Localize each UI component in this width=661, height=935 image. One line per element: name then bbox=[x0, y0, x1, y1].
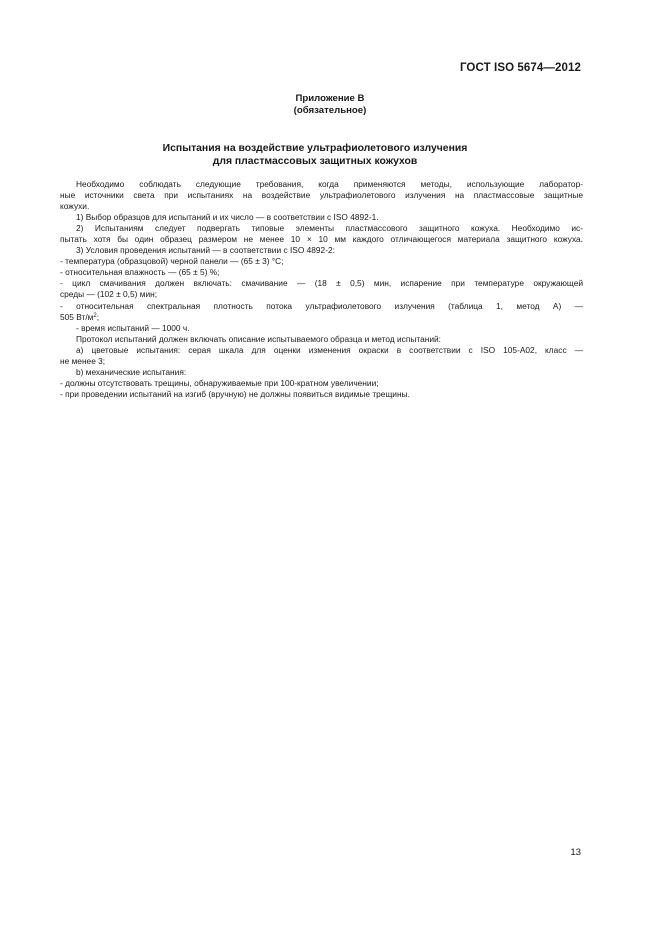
page-number: 13 bbox=[570, 847, 581, 858]
text-line: Протокол испытаний должен включать описание испытываемого образца и метод испытаний: bbox=[76, 333, 441, 344]
list-item: - при проведении испытаний на изгиб (вручную) не должны появиться видимые трещины. bbox=[60, 388, 410, 399]
list-item: 2) Испытаниям следует подвергать типовые элементы пластмассового защитного кожуха. Необходимо ис- bbox=[76, 223, 583, 234]
text-line: среды — (102 ± 0,5) мин; bbox=[60, 289, 158, 300]
standard-code: ГОСТ ISO 5674—2012 bbox=[459, 62, 581, 74]
text-line: не менее 3; bbox=[60, 355, 106, 366]
list-item: - цикл смачивания должен включать: смачивание — (18 ± 0,5) мин, испарение при температуре окружающей bbox=[60, 278, 583, 289]
list-item: - температура (образцовой) черной панели — (65 ± 3) °С; bbox=[60, 256, 284, 267]
list-item: - относительная спектральная плотность потока ультрафиолетового излучения (таблица 1, метод А) — bbox=[60, 300, 583, 311]
text-fragment: 505 Вт/м bbox=[60, 311, 94, 322]
list-item: - относительная влажность — (65 ± 5) %; bbox=[60, 267, 220, 278]
superscript: 2 bbox=[93, 312, 97, 319]
list-item: 1) Выбор образцов для испытаний и их число — в соответствии с ISO 4892-1. bbox=[76, 212, 379, 223]
list-item: а) цветовые испытания: серая шкала для оценки изменения окраски в соответствии с ISO 105-A02, класс — bbox=[76, 344, 583, 355]
text-line: пытать хотя бы один образец размером не менее 10 × 10 мм каждого отличающегося материала защитного кожуха. bbox=[60, 234, 583, 245]
text-line bbox=[60, 312, 583, 323]
text-line: Необходимо соблюдать следующие требования, когда применяются методы, использующие лаборатор- bbox=[76, 179, 583, 189]
text-line: ные источники света при испытаниях на воздействие ультрафиолетового излучения на пластмассовые защитные bbox=[60, 190, 583, 201]
text-fragment: ; bbox=[96, 311, 100, 322]
list-item: - должны отсутствовать трещины, обнаруживаемые при 100-кратном увеличении; bbox=[60, 377, 379, 388]
section-title bbox=[20, 143, 610, 168]
section-title-line-2: для пластмассовых защитных кожухов bbox=[212, 155, 418, 167]
text-line: кожухи. bbox=[60, 201, 90, 212]
annex-title: Приложение В bbox=[295, 93, 365, 104]
list-item: 3) Условия проведения испытаний — в соответствии с ISO 4892-2: bbox=[76, 245, 335, 256]
body-text bbox=[60, 179, 583, 400]
annex-status: (обязательное) bbox=[293, 105, 367, 116]
section-title-line-1: Испытания на воздействие ультрафиолетового излучения bbox=[162, 143, 468, 154]
list-item: - время испытаний — 1000 ч. bbox=[76, 322, 190, 333]
annex-heading bbox=[20, 93, 640, 117]
list-item: b) механические испытания: bbox=[76, 366, 187, 377]
